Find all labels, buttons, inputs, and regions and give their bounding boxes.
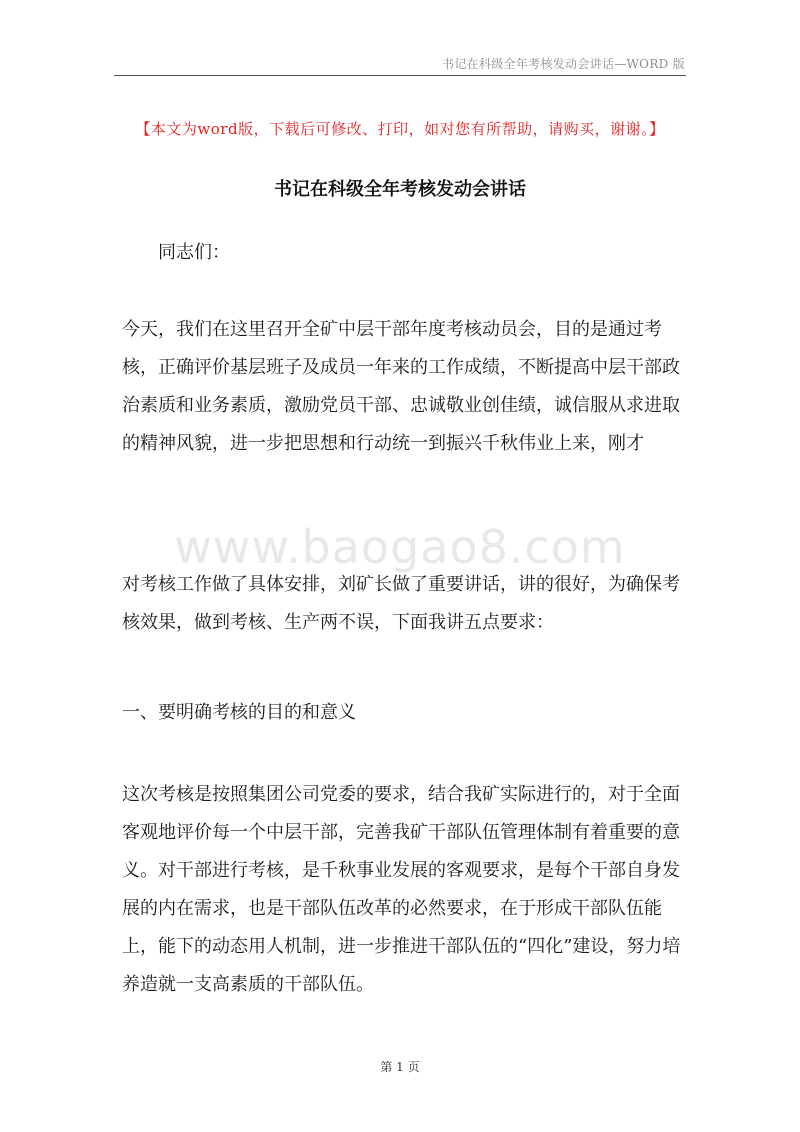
paragraph-1: 今天，我们在这里召开全矿中层干部年度考核动员会，目的是通过考核，正确评价基层班子及成员一年来的工作成绩，不断提高中层干部政治素质和业务素质，激励党员干部、忠诚敬业创佳绩，诚信服从求进取的精神风貌，进一步把思想和行动统一到振兴千秋伟业上来，刚才 [122, 319, 680, 454]
paragraph-3: 这次考核是按照集团公司党委的要求，结合我矿实际进行的，对于全面客观地评价每一个中层干部，完善我矿干部队伍管理体制有着重要的意义。对干部进行考核，是千秋事业发展的客观要求，是每个干部自身发展的内在需求，也是干部队伍改革的必然要求，在于形成干部队伍能上，能下的动态用人机制，进一步推进干部队伍的“四化”建设，努力培养造就一支高素质的干部队伍。 [122, 784, 681, 995]
document-title: 书记在科级全年考核发动会讲话 [274, 179, 526, 200]
salutation: 同志们： [158, 242, 230, 263]
page-number: 第 1 页 [380, 1060, 420, 1074]
purchase-notice: 【本文为word版，下载后可修改、打印，如对您有所帮助，请购买，谢谢。】 [135, 120, 665, 138]
running-header: 书记在科级全年考核发动会讲话—WORD 版 [442, 57, 685, 71]
section-heading: 一、要明确考核的目的和意义 [122, 702, 356, 723]
watermark: www.baogao8.com [174, 520, 626, 574]
header-divider [114, 75, 686, 76]
paragraph-2: 对考核工作做了具体安排，刘矿长做了重要讲话，讲的很好，为确保考核效果，做到考核、生产两不误，下面我讲五点要求： [122, 574, 680, 633]
